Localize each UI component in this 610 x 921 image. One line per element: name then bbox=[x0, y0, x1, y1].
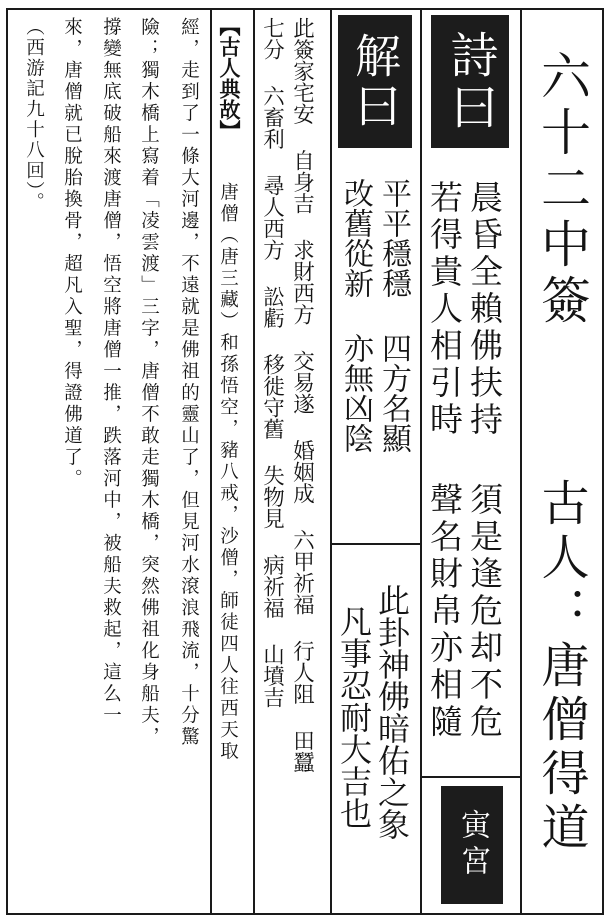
domains-line-1: 此簽家宅安 自身吉 求財西方 交易遂 婚姻成 六甲祈福 行人阻 田蠶 bbox=[289, 17, 315, 773]
fortune-title: 六十二中簽 bbox=[533, 50, 591, 330]
domains-line-2: 七分 六畜利 尋人西方 訟虧 移徙守舊 失物見 病祈福 山墳吉 bbox=[259, 17, 285, 708]
fortune-subtitle: 古人：唐僧得道 bbox=[533, 478, 589, 856]
hexagram-line-1: 此卦神佛暗佑之象 bbox=[373, 584, 411, 840]
divider-story bbox=[210, 8, 212, 915]
palace-badge-box bbox=[441, 786, 503, 904]
interp-line-1: 平平穩穩 四方名顯 bbox=[376, 178, 411, 453]
story-line-6: （西游記九十八回）。 bbox=[23, 17, 45, 213]
poem-header-box bbox=[431, 15, 509, 148]
divider-poem bbox=[420, 8, 422, 915]
palace-badge: 寅宮 bbox=[455, 809, 490, 881]
story-line-4: 撐變無底破船來渡唐僧，悟空將唐僧一推，跌落河中，被船夫救起，這么一 bbox=[100, 17, 122, 727]
interp-header-box bbox=[338, 15, 412, 148]
divider-interp-mid bbox=[331, 543, 421, 545]
story-label: 【古人典故】 bbox=[217, 15, 241, 141]
poem-header: 詩曰 bbox=[442, 29, 498, 134]
interp-line-2: 改舊從新 亦無凶陰 bbox=[338, 178, 373, 453]
poem-line-2: 若得貴人相引時 聲名財帛亦相隨 bbox=[425, 180, 464, 741]
story-line-1: 唐僧（唐三藏）和孫悟空，豬八戒，沙僧，師徒四人往西天取 bbox=[217, 182, 239, 763]
story-line-2: 經，走到了一條大河邊，不遠就是佛祖的靈山了，但見河水滾浪飛流，十分驚 bbox=[178, 17, 200, 748]
hexagram-line-2: 凡事忍耐大吉也 bbox=[335, 605, 373, 829]
poem-line-1: 晨昏全賴佛扶持 須是逢危却不危 bbox=[465, 180, 504, 741]
story-line-5: 來，唐僧就已脫胎換骨，超凡入聖，得證佛道了。 bbox=[61, 17, 83, 490]
divider-domains bbox=[253, 8, 255, 915]
interp-header: 解曰 bbox=[348, 31, 402, 132]
divider-interp bbox=[330, 8, 332, 915]
divider-title bbox=[520, 8, 522, 915]
divider-poem-bottom bbox=[421, 776, 521, 778]
story-line-3: 險；獨木橋上寫着「凌雲渡」三字，唐僧不敢走獨木橋，突然佛祖化身船夫， bbox=[138, 17, 160, 748]
